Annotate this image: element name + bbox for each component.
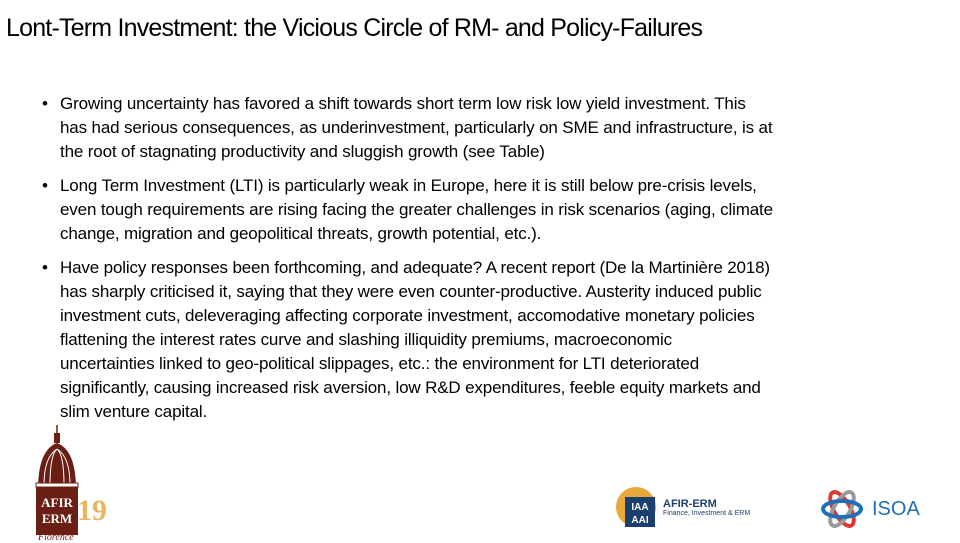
bullet-line: flattening the interest rates curve and slashing illiquidity premiums, macroeconomic bbox=[60, 330, 672, 349]
isoa-logo bbox=[820, 488, 920, 530]
bullet-line: investment cuts, deleveraging affecting corporate investment, accomodative monetary policies bbox=[60, 306, 755, 325]
bullet-icon: • bbox=[42, 176, 48, 195]
logo-city: Florence bbox=[38, 532, 74, 543]
bullet-line: Growing uncertainty has favored a shift towards short term low risk low yield investment. This bbox=[60, 94, 746, 113]
bullet-icon: • bbox=[42, 258, 48, 277]
bullet-line: change, migration and geopolitical threats, growth potential, etc.). bbox=[60, 224, 542, 243]
bullet-item bbox=[0, 256, 773, 424]
iaa-globe-icon bbox=[615, 485, 657, 529]
bullet-line: Have policy responses been forthcoming, and adequate? A recent report (De la Martinière 2018) bbox=[60, 258, 770, 277]
svg-text:AFIR: AFIR bbox=[41, 495, 73, 510]
svg-text:ERM: ERM bbox=[41, 511, 73, 526]
svg-text:IAA: IAA bbox=[631, 502, 649, 513]
bullet-line: uncertainties linked to geo-political slippages, etc.: the environment for LTI deteriorated bbox=[60, 354, 700, 373]
bullet-line: even tough requirements are rising facing the greater challenges in risk scenarios (aging, climate bbox=[60, 200, 773, 219]
bullet-list bbox=[0, 92, 773, 434]
afir-erm-2019-logo bbox=[30, 425, 120, 543]
isoa-name: ISOA bbox=[872, 497, 920, 520]
slide-title: Lont-Term Investment: the Vicious Circle of RM- and Policy-Failures bbox=[6, 14, 703, 42]
iaa-name: AFIR-ERM bbox=[663, 497, 717, 510]
bullet-item bbox=[0, 174, 773, 246]
svg-text:AAI: AAI bbox=[631, 515, 649, 526]
iaa-subtitle: Finance, Investment & ERM bbox=[663, 509, 751, 517]
iaa-afir-erm-logo bbox=[615, 485, 750, 529]
bullet-line: has had serious consequences, as underinvestment, particularly on SME and infrastructure, is at bbox=[60, 118, 773, 137]
bullet-item bbox=[0, 92, 773, 164]
bullet-line: significantly, causing increased risk aversion, low R&D expenditures, feeble equity markets and bbox=[60, 378, 761, 397]
bullet-line: slim venture capital. bbox=[60, 402, 208, 421]
svg-text:19: 19 bbox=[77, 494, 107, 527]
bullet-line: has sharply criticised it, saying that they were even counter-productive. Austerity induced public bbox=[60, 282, 762, 301]
bullet-line: the root of stagnating productivity and sluggish growth (see Table) bbox=[60, 142, 545, 161]
isoa-rings-icon bbox=[820, 488, 864, 530]
bullet-line: Long Term Investment (LTI) is particularly weak in Europe, here it is still below pre-crisis levels, bbox=[60, 176, 757, 195]
bullet-icon: • bbox=[42, 94, 48, 113]
